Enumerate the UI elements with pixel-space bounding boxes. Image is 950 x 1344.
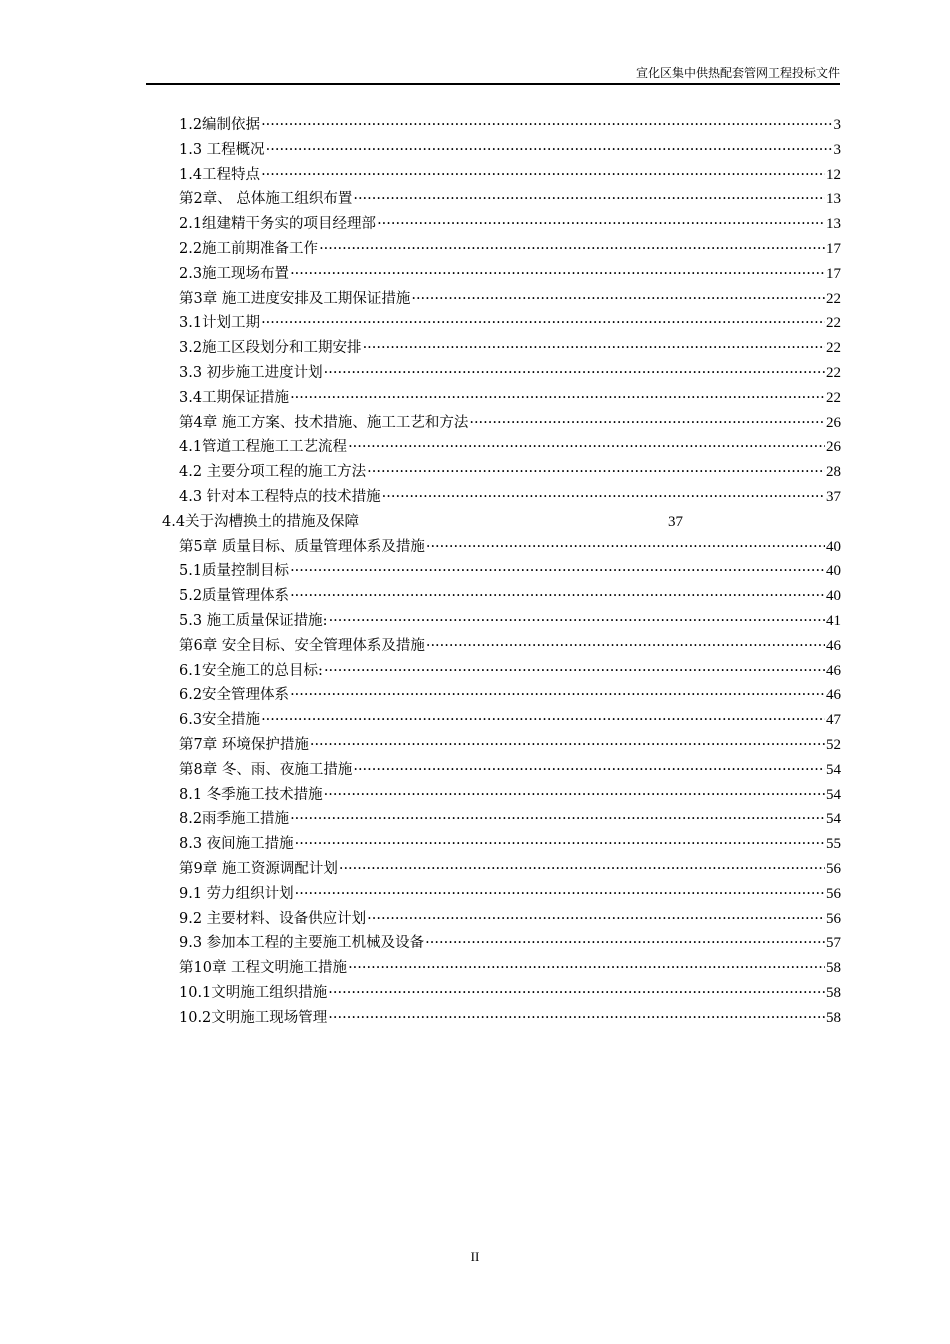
toc-dot-leader — [261, 113, 832, 137]
toc-entry-label: 第2章、 总体施工组织布置 — [179, 191, 353, 208]
toc-entry[interactable] — [179, 485, 841, 509]
toc-entry-label: 3.4工期保证措施 — [179, 389, 290, 406]
toc-entry[interactable] — [179, 857, 841, 881]
toc-dot-leader — [261, 708, 825, 732]
toc-dot-leader — [290, 683, 825, 707]
toc-dot-leader — [310, 733, 825, 757]
toc-dot-leader — [266, 138, 833, 162]
toc-entry-label: 9.1 劳力组织计划 — [179, 885, 294, 902]
toc-entry[interactable] — [179, 758, 841, 782]
toc-entry-label: 5.1质量控制目标 — [179, 563, 290, 580]
toc-entry-page: 46 — [826, 662, 841, 679]
toc-dot-leader — [290, 559, 825, 583]
toc-dot-leader — [469, 411, 825, 435]
toc-entry[interactable] — [179, 584, 841, 608]
toc-entry[interactable] — [179, 138, 841, 162]
toc-dot-leader — [363, 336, 825, 360]
toc-entry[interactable] — [179, 262, 841, 286]
toc-entry-label: 第10章 工程文明施工措施 — [179, 960, 348, 977]
toc-entry[interactable] — [179, 807, 841, 831]
toc-dot-leader — [353, 758, 825, 782]
toc-entry-label: 1.3 工程概况 — [179, 141, 265, 158]
toc-entry-label: 5.2质量管理体系 — [179, 588, 290, 605]
toc-entry-page: 46 — [826, 687, 841, 704]
toc-entry[interactable] — [179, 311, 841, 335]
toc-entry[interactable] — [179, 361, 841, 385]
toc-entry-label: 6.3安全措施 — [179, 712, 261, 729]
toc-dot-leader — [367, 907, 825, 931]
toc-entry-label: 第9章 施工资源调配计划 — [179, 861, 338, 877]
toc-dot-leader — [261, 163, 825, 187]
toc-dot-leader — [295, 882, 825, 906]
toc-entry-page: 26 — [826, 439, 841, 456]
toc-entry-page: 56 — [826, 885, 841, 902]
toc-entry-page: 58 — [826, 985, 841, 1001]
header-rule — [146, 83, 840, 85]
toc-entry[interactable] — [179, 411, 841, 435]
toc-dot-leader — [290, 584, 825, 608]
toc-entry[interactable] — [179, 212, 841, 236]
toc-entry-label: 3.3 初步施工进度计划 — [179, 365, 323, 381]
toc-entry-page: 17 — [826, 265, 841, 282]
toc-entry[interactable] — [179, 907, 841, 931]
toc-entry[interactable] — [179, 683, 841, 707]
toc-entry-label: 第7章 环境保护措施 — [179, 737, 309, 753]
toc-dot-leader — [377, 212, 825, 236]
page-number: II — [470, 1249, 480, 1264]
toc-dot-leader — [290, 262, 825, 286]
toc-entry-label: 6.2安全管理体系 — [179, 687, 290, 704]
toc-entry-page: 22 — [826, 290, 841, 307]
toc-entry[interactable] — [179, 460, 841, 484]
toc-dot-leader — [329, 609, 825, 633]
toc-entry[interactable] — [179, 559, 841, 583]
toc-dot-leader — [290, 386, 825, 410]
toc-dot-leader — [353, 187, 825, 211]
toc-entry[interactable] — [179, 609, 841, 633]
toc-entry-page: 13 — [826, 191, 841, 208]
toc-entry-page: 22 — [826, 389, 841, 406]
toc-entry[interactable] — [179, 783, 841, 807]
toc-entry-label: 2.3施工现场布置 — [179, 265, 290, 282]
toc-dot-leader — [339, 857, 825, 881]
toc-entry-label: 10.2文明施工现场管理 — [179, 1009, 328, 1026]
toc-dot-leader — [328, 1006, 825, 1030]
toc-entry[interactable] — [179, 187, 841, 211]
toc-entry-label: 8.3 夜间施工措施 — [179, 836, 294, 853]
toc-entry-page: 3 — [833, 141, 841, 158]
toc-entry-page: 58 — [826, 960, 841, 977]
toc-dot-leader — [426, 535, 825, 559]
toc-dot-leader — [425, 931, 825, 955]
toc-entry-page: 58 — [826, 1009, 841, 1026]
toc-entry-label: 4.3 针对本工程特点的技术措施 — [179, 489, 381, 505]
running-header: 宣化区集中供热配套管网工程投标文件 — [635, 66, 840, 80]
toc-entry-page: 22 — [826, 315, 841, 332]
toc-entry-label: 8.2雨季施工措施 — [179, 811, 290, 828]
toc-entry-label: 2.2施工前期准备工作 — [179, 241, 319, 257]
toc-entry-label: 4.1管道工程施工工艺流程 — [179, 439, 348, 456]
toc-entry-page: 46 — [826, 637, 841, 654]
toc-dot-leader — [324, 659, 825, 683]
toc-entry[interactable] — [179, 733, 841, 757]
toc-dot-leader — [295, 832, 825, 856]
toc-dot-leader — [328, 981, 825, 1005]
toc-entry-label: 4.4关于沟槽换土的措施及保障 — [162, 513, 360, 530]
toc-entry-page: 37 — [668, 513, 683, 530]
toc-entry-page: 28 — [826, 464, 841, 481]
toc-entry-page: 56 — [826, 861, 841, 877]
toc-entry-page: 54 — [826, 811, 841, 828]
toc-entry-label: 第8章 冬、雨、夜施工措施 — [179, 761, 353, 778]
toc-entry[interactable] — [179, 535, 841, 559]
toc-entry[interactable] — [179, 163, 841, 187]
toc-entry[interactable] — [179, 634, 841, 658]
toc-entry[interactable] — [179, 1006, 841, 1030]
toc-entry-label: 9.2 主要材料、设备供应计划 — [179, 910, 367, 927]
toc-entry-page: 3 — [833, 117, 841, 133]
toc-entry-page: 54 — [826, 786, 841, 803]
toc-entry-label: 3.2施工区段划分和工期安排 — [179, 340, 362, 357]
toc-entry-page: 22 — [826, 340, 841, 357]
toc-entry-label: 第5章 质量目标、质量管理体系及措施 — [179, 538, 425, 555]
toc-entry-page: 40 — [826, 563, 841, 580]
toc-entry-page: 41 — [826, 613, 841, 629]
toc-entry-label: 第6章 安全目标、安全管理体系及措施 — [179, 637, 425, 654]
toc-dot-leader — [261, 311, 825, 335]
toc-entry-page: 54 — [826, 761, 841, 778]
toc-entry[interactable] — [179, 882, 841, 906]
toc-entry-page: 37 — [826, 489, 841, 505]
toc-entry-label: 10.1文明施工组织措施 — [179, 985, 328, 1001]
toc-entry-label: 5.3 施工质量保证措施: — [179, 613, 328, 629]
toc-entry[interactable] — [179, 832, 841, 856]
toc-dot-leader — [319, 237, 825, 261]
toc-entry[interactable] — [179, 237, 841, 261]
toc-dot-leader — [382, 485, 825, 509]
toc-entry-page: 52 — [826, 737, 841, 753]
toc-dot-leader — [411, 287, 825, 311]
toc-entry[interactable] — [179, 956, 841, 980]
toc-entry-page: 40 — [826, 588, 841, 605]
toc-entry-page: 17 — [826, 241, 841, 257]
toc-entry-label: 2.1组建精干务实的项目经理部 — [179, 216, 377, 233]
toc-dot-leader — [290, 807, 825, 831]
toc-entry[interactable] — [179, 659, 841, 683]
toc-entry-label: 6.1安全施工的总目标: — [179, 662, 323, 679]
toc-entry-page: 57 — [826, 935, 841, 952]
toc-entry-label: 第4章 施工方案、技术措施、施工工艺和方法 — [179, 414, 469, 431]
toc-entry[interactable] — [179, 435, 841, 459]
toc-dot-leader — [426, 634, 825, 658]
toc-entry-page: 12 — [826, 166, 841, 183]
toc-dot-leader — [324, 361, 825, 385]
toc-entry[interactable] — [179, 287, 841, 311]
toc-entry[interactable] — [179, 708, 841, 732]
toc-entry[interactable] — [179, 981, 841, 1005]
toc-entry-page: 40 — [826, 538, 841, 555]
toc-entry[interactable] — [162, 510, 824, 534]
toc-entry[interactable] — [179, 336, 841, 360]
toc-entry[interactable] — [179, 931, 841, 955]
toc-entry-label: 4.2 主要分项工程的施工方法 — [179, 464, 367, 481]
toc-entry-page: 13 — [826, 216, 841, 233]
toc-entry-page: 47 — [826, 712, 841, 729]
toc-entry-page: 56 — [826, 910, 841, 927]
toc-entry-label: 8.1 冬季施工技术措施 — [179, 786, 323, 803]
toc-entry-label: 9.3 参加本工程的主要施工机械及设备 — [179, 935, 425, 952]
toc-dot-leader — [348, 956, 825, 980]
toc-entry-label: 1.4工程特点 — [179, 166, 261, 183]
toc-dot-leader — [324, 783, 825, 807]
toc-entry-page: 55 — [826, 836, 841, 853]
toc-entry-label: 3.1计划工期 — [179, 315, 261, 332]
toc-entry[interactable] — [179, 386, 841, 410]
toc-dot-leader — [367, 460, 825, 484]
toc-entry-page: 26 — [826, 414, 841, 431]
toc-entry[interactable] — [179, 113, 841, 137]
toc-entry-page: 22 — [826, 365, 841, 381]
toc-entry-label: 第3章 施工进度安排及工期保证措施 — [179, 290, 411, 307]
toc-entry-label: 1.2编制依据 — [179, 117, 261, 133]
toc-dot-leader — [348, 435, 825, 459]
